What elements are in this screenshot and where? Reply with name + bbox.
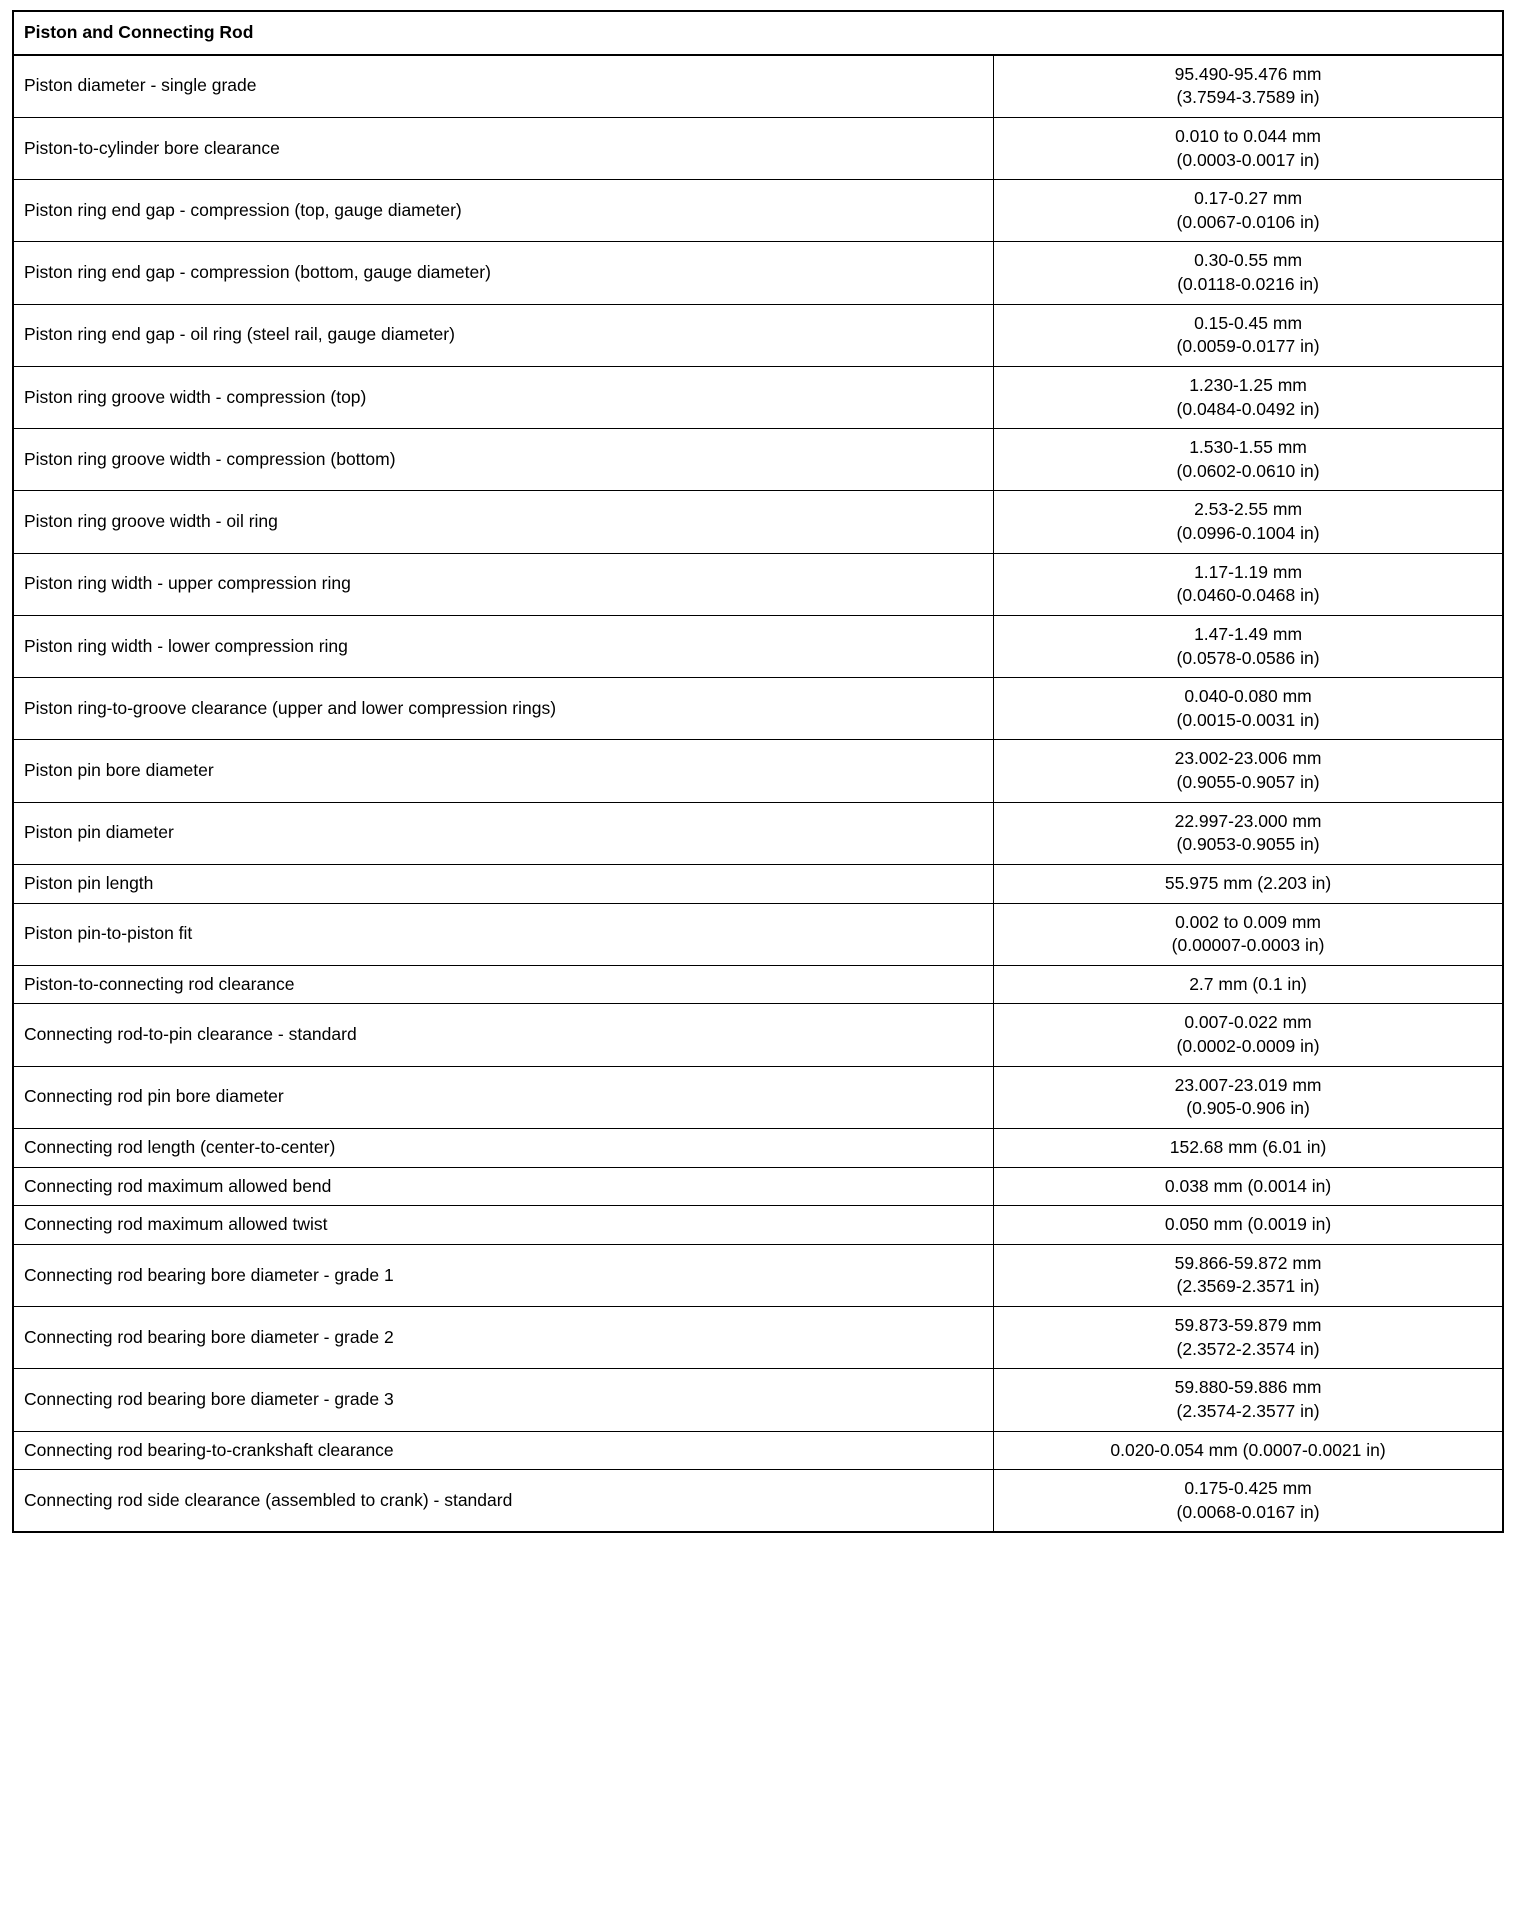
spec-label: Connecting rod bearing bore diameter - grade 1 — [13, 1244, 994, 1306]
spec-value-line: (0.0460-0.0468 in) — [1176, 585, 1320, 606]
spec-value-line: (2.3574-2.3577 in) — [1176, 1400, 1320, 1421]
spec-label: Connecting rod bearing bore diameter - grade 3 — [13, 1369, 994, 1431]
spec-value — [994, 1307, 1503, 1369]
table-row — [13, 740, 1503, 802]
spec-label: Connecting rod length (center-to-center) — [13, 1128, 994, 1167]
spec-label: Piston pin-to-piston fit — [13, 903, 994, 965]
spec-value-line: (0.00007-0.0003 in) — [1171, 935, 1325, 956]
spec-value — [994, 1206, 1503, 1245]
spec-value-line: 23.007-23.019 mm — [1174, 1074, 1322, 1095]
spec-value — [994, 491, 1503, 553]
spec-label: Connecting rod pin bore diameter — [13, 1066, 994, 1128]
spec-value-line: (0.0578-0.0586 in) — [1176, 647, 1320, 668]
spec-value-line: 1.530-1.55 mm — [1189, 437, 1307, 458]
spec-value — [994, 615, 1503, 677]
table-row — [13, 553, 1503, 615]
table-row — [13, 864, 1503, 903]
table-header-row — [13, 11, 1503, 55]
spec-value — [994, 740, 1503, 802]
spec-value-line: 59.873-59.879 mm — [1174, 1315, 1322, 1335]
spec-label: Piston ring end gap - compression (top, gauge diameter) — [13, 180, 994, 242]
spec-value-line: (0.0067-0.0106 in) — [1176, 211, 1320, 232]
table-row — [13, 1066, 1503, 1128]
spec-label: Piston diameter - single grade — [13, 55, 994, 118]
spec-value — [994, 366, 1503, 428]
table-row — [13, 304, 1503, 366]
spec-value-line: (0.0118-0.0216 in) — [1177, 274, 1319, 294]
table-row — [13, 1470, 1503, 1533]
spec-value-line: (0.0015-0.0031 in) — [1176, 709, 1320, 730]
spec-label: Connecting rod bearing bore diameter - grade 2 — [13, 1307, 994, 1369]
table-row — [13, 615, 1503, 677]
spec-value-line: (0.9053-0.9055 in) — [1176, 834, 1320, 855]
spec-label: Connecting rod-to-pin clearance - standard — [13, 1004, 994, 1066]
table-row — [13, 1206, 1503, 1245]
spec-label: Piston ring groove width - oil ring — [13, 491, 994, 553]
spec-value-line: 0.002 to 0.009 mm — [1175, 911, 1321, 932]
spec-value — [994, 1004, 1503, 1066]
spec-label: Connecting rod side clearance (assembled to crank) - standard — [13, 1470, 994, 1533]
spec-value-line: 1.230-1.25 mm — [1189, 374, 1307, 395]
spec-value-line: (2.3572-2.3574 in) — [1176, 1338, 1320, 1359]
spec-value — [994, 678, 1503, 740]
spec-label: Connecting rod maximum allowed twist — [13, 1206, 994, 1245]
table-row — [13, 1128, 1503, 1167]
spec-value-line: 95.490-95.476 mm — [1174, 63, 1322, 84]
table-body — [13, 11, 1503, 1532]
spec-value-line: 0.30-0.55 mm — [1194, 250, 1303, 271]
spec-label: Connecting rod bearing-to-crankshaft clearance — [13, 1431, 994, 1470]
spec-value-line: (0.0996-0.1004 in) — [1176, 523, 1320, 543]
table-row — [13, 802, 1503, 864]
table-row — [13, 180, 1503, 242]
spec-value-line: (3.7594-3.7589 in) — [1176, 87, 1320, 108]
spec-value — [994, 242, 1503, 304]
spec-label: Piston ring groove width - compression (top) — [13, 366, 994, 428]
spec-value — [994, 553, 1503, 615]
spec-value-line: 0.038 mm (0.0014 in) — [1164, 1175, 1332, 1196]
spec-value-line: 0.010 to 0.044 mm — [1175, 125, 1321, 146]
spec-label: Piston pin diameter — [13, 802, 994, 864]
table-row — [13, 429, 1503, 491]
table-row — [13, 366, 1503, 428]
table-row — [13, 678, 1503, 740]
spec-value — [994, 180, 1503, 242]
spec-label: Piston ring groove width - compression (bottom) — [13, 429, 994, 491]
spec-value — [994, 55, 1503, 118]
spec-value-line: (0.0059-0.0177 in) — [1176, 336, 1320, 357]
spec-value-line: (2.3569-2.3571 in) — [1176, 1276, 1320, 1297]
spec-value — [994, 1167, 1503, 1206]
spec-value-line: 2.7 mm (0.1 in) — [1189, 973, 1307, 994]
table-row — [13, 242, 1503, 304]
spec-value-line: (0.0068-0.0167 in) — [1176, 1501, 1320, 1522]
spec-value-line: 0.175-0.425 mm — [1184, 1478, 1312, 1499]
table-title: Piston and Connecting Rod — [13, 11, 1503, 55]
spec-label: Piston ring end gap - compression (bottom, gauge diameter) — [13, 242, 994, 304]
spec-value — [994, 1431, 1503, 1470]
spec-label: Piston ring width - upper compression ring — [13, 553, 994, 615]
spec-value-line: (0.9055-0.9057 in) — [1176, 772, 1320, 792]
spec-value — [994, 802, 1503, 864]
table-row — [13, 1244, 1503, 1306]
spec-value — [994, 304, 1503, 366]
spec-value-line: (0.0602-0.0610 in) — [1176, 460, 1320, 481]
table-row — [13, 903, 1503, 965]
spec-value-line: 0.020-0.054 mm (0.0007-0.0021 in) — [1110, 1439, 1386, 1460]
table-row — [13, 117, 1503, 179]
table-row — [13, 965, 1503, 1004]
spec-value-line: 0.040-0.080 mm — [1184, 686, 1312, 707]
spec-value — [994, 1369, 1503, 1431]
spec-value — [994, 429, 1503, 491]
table-row — [13, 491, 1503, 553]
spec-value — [994, 1244, 1503, 1306]
spec-value-line: 23.002-23.006 mm — [1174, 748, 1322, 769]
spec-label: Piston ring-to-groove clearance (upper and lower compression rings) — [13, 678, 994, 740]
spec-value-line: 55.975 mm (2.203 in) — [1164, 872, 1332, 893]
spec-value-line: 1.47-1.49 mm — [1194, 623, 1303, 644]
spec-value-line: 0.15-0.45 mm — [1194, 312, 1303, 333]
table-row — [13, 1167, 1503, 1206]
spec-value — [994, 117, 1503, 179]
spec-value — [994, 1470, 1503, 1533]
spec-label: Piston ring end gap - oil ring (steel rail, gauge diameter) — [13, 304, 994, 366]
spec-label: Piston-to-cylinder bore clearance — [13, 117, 994, 179]
spec-value-line: (0.0003-0.0017 in) — [1176, 149, 1320, 170]
spec-value — [994, 903, 1503, 965]
spec-value-line: 1.17-1.19 mm — [1194, 561, 1303, 582]
spec-value-line: 0.17-0.27 mm — [1194, 188, 1303, 209]
spec-value-line: (0.905-0.906 in) — [1186, 1098, 1310, 1119]
spec-label: Piston-to-connecting rod clearance — [13, 965, 994, 1004]
spec-value-line: 0.050 mm (0.0019 in) — [1164, 1214, 1332, 1235]
table-row — [13, 55, 1503, 118]
spec-value — [994, 1066, 1503, 1128]
spec-value-line: 59.866-59.872 mm — [1174, 1252, 1322, 1273]
spec-value-line: 2.53-2.55 mm — [1194, 499, 1303, 520]
spec-label: Piston pin bore diameter — [13, 740, 994, 802]
spec-value — [994, 1128, 1503, 1167]
spec-value — [994, 864, 1503, 903]
spec-value — [994, 965, 1503, 1004]
spec-label: Piston ring width - lower compression ring — [13, 615, 994, 677]
spec-value-line: 59.880-59.886 mm — [1174, 1377, 1322, 1398]
spec-value-line: 0.007-0.022 mm — [1184, 1012, 1312, 1033]
spec-value-line: 152.68 mm (6.01 in) — [1169, 1136, 1327, 1157]
spec-value-line: 22.997-23.000 mm — [1174, 810, 1322, 831]
specification-table — [12, 10, 1504, 1533]
spec-label: Piston pin length — [13, 864, 994, 903]
table-row — [13, 1431, 1503, 1470]
table-row — [13, 1307, 1503, 1369]
spec-label: Connecting rod maximum allowed bend — [13, 1167, 994, 1206]
table-row — [13, 1004, 1503, 1066]
spec-value-line: (0.0484-0.0492 in) — [1176, 398, 1320, 419]
spec-value-line: (0.0002-0.0009 in) — [1176, 1036, 1320, 1056]
table-row — [13, 1369, 1503, 1431]
